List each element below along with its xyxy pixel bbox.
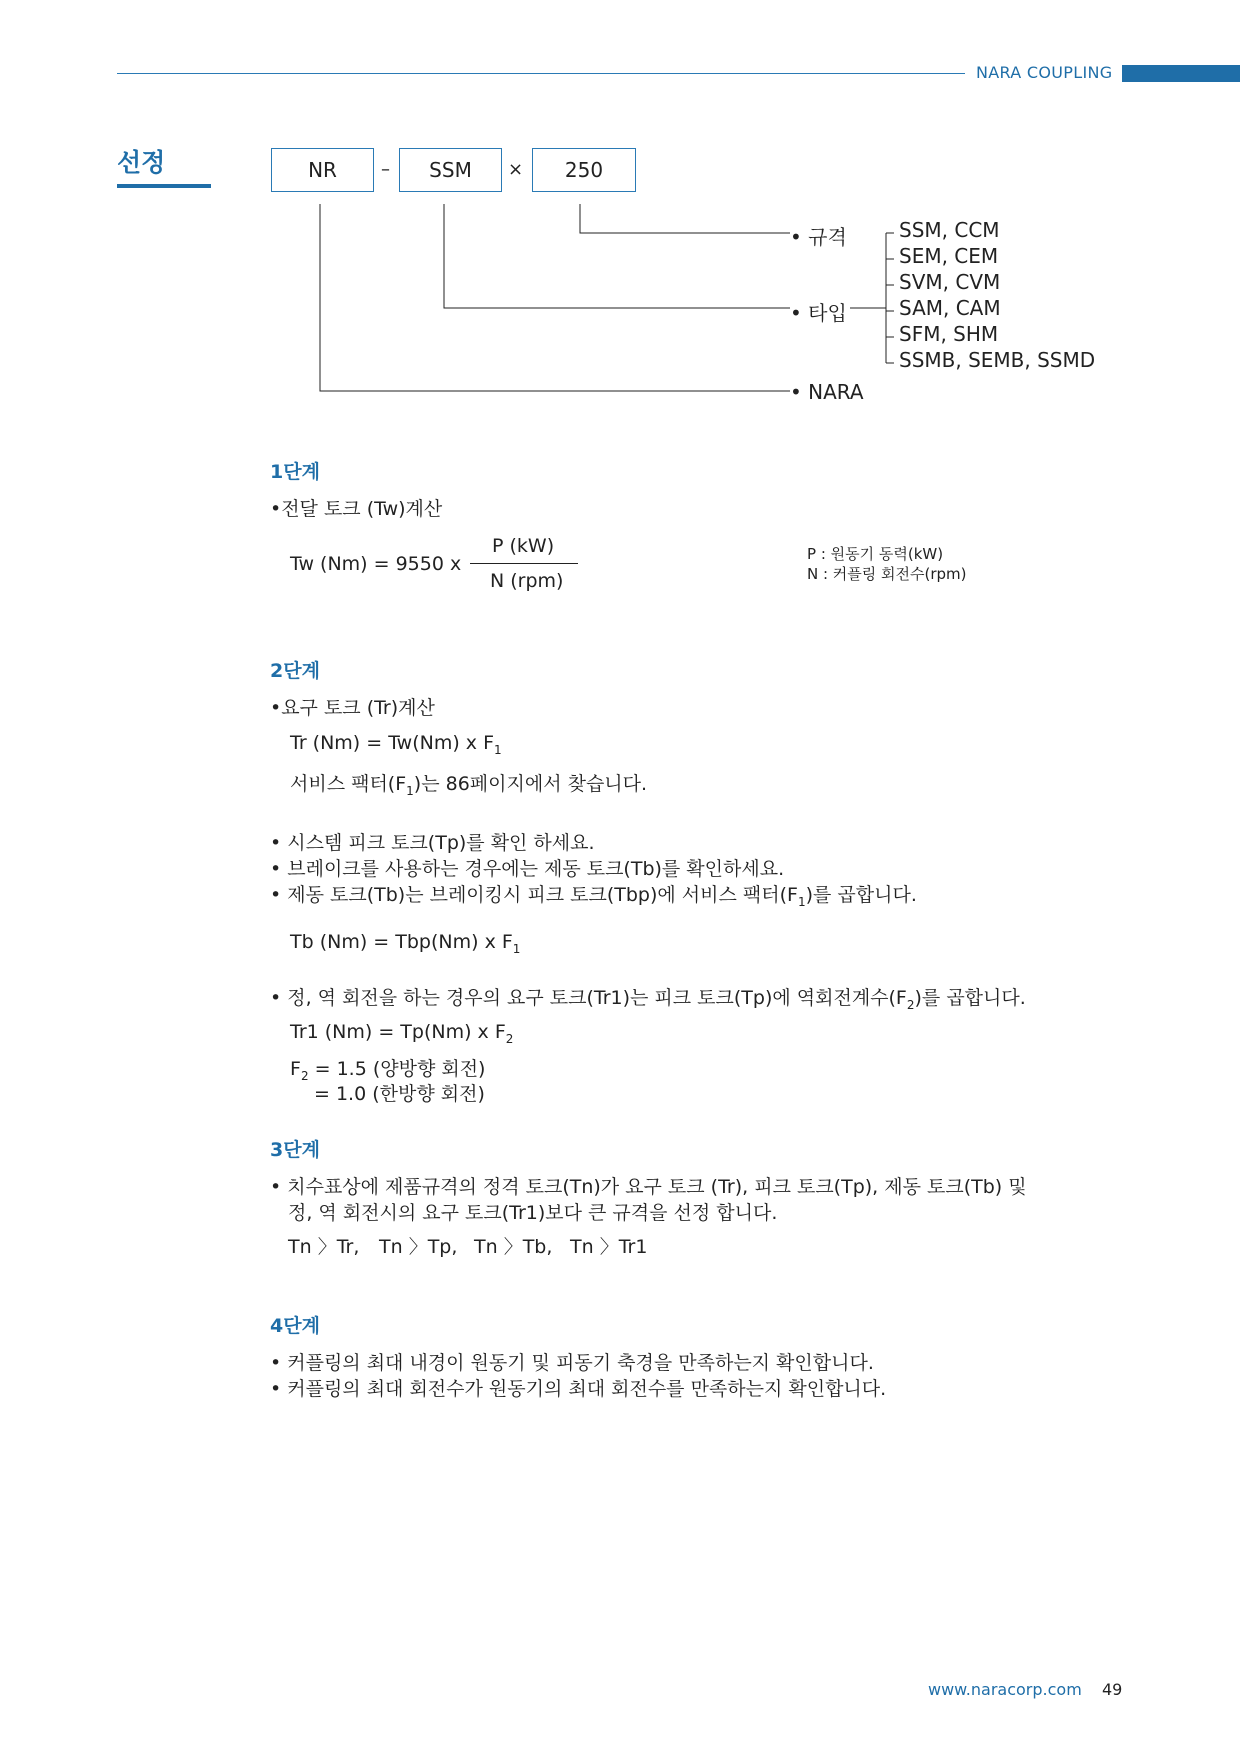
type-item: SEM, CEM (899, 244, 999, 268)
code-part-size: 250 (564, 158, 604, 182)
step1-denominator: N (rpm) (490, 570, 564, 592)
diagram-label-spec: • 규격 (790, 225, 847, 249)
tr1-formula (290, 1021, 513, 1046)
code-part-nr: NR (308, 158, 337, 182)
f2-sub: 2 (300, 1068, 309, 1083)
tb-formula (290, 931, 520, 956)
fraction-bar (470, 563, 578, 564)
bullet-b-post: )를 곱합니다. (805, 884, 917, 906)
tr-formula-main: Tr (Nm) = Tw(Nm) x F (290, 732, 495, 754)
service-factor-text (290, 769, 647, 798)
step3-title: 3단계 (270, 1139, 320, 1161)
tb-formula-main: Tb (Nm) = Tbp(Nm) x F (290, 931, 513, 953)
service-sub: 1 (406, 783, 414, 798)
note-n: N : 커플링 회전수(rpm) (807, 565, 967, 583)
bullet-c-post: )를 곱합니다. (914, 987, 1026, 1009)
note-p: P : 원동기 동력(kW) (807, 545, 944, 563)
type-item: SVM, CVM (899, 270, 1001, 294)
diagram-label-nara: • NARA (790, 380, 864, 404)
step3-bullet-line2: 정, 역 회전시의 요구 토크(Tr1)보다 큰 규격을 선정 합니다. (288, 1202, 778, 1224)
step2-title: 2단계 (270, 660, 320, 682)
tr1-formula-sub: 2 (505, 1031, 514, 1046)
section-title: 선정 (117, 148, 166, 177)
bullet-c-pre: • 정, 역 회전을 하는 경우의 요구 토크(Tr1)는 피크 토크(Tp)에 역회전계수(F (270, 987, 907, 1009)
bullet-c-sub: 2 (906, 997, 915, 1012)
tr-formula-sub: 1 (494, 742, 502, 757)
bullet-item: • 브레이크를 사용하는 경우에는 제동 토크(Tb)를 확인하세요. (270, 858, 785, 880)
f2-line2: = 1.0 (한방향 회전) (314, 1083, 485, 1105)
f2-pre: F (290, 1058, 301, 1080)
type-item: SSMB, SEMB, SSMD (899, 348, 1096, 372)
condition: Tn 〉Tp, (379, 1236, 458, 1258)
bullet-b-pre: • 제동 토크(Tb)는 브레이킹시 피크 토크(Tbp)에 서비스 팩터(F (270, 884, 798, 906)
header-brand: NARA COUPLING (976, 63, 1113, 82)
footer-url[interactable]: www.naracorp.com (928, 1680, 1082, 1699)
type-item: SFM, SHM (899, 322, 999, 346)
step1-numerator: P (kW) (492, 535, 555, 557)
bullet-item: • 시스템 피크 토크(Tp)를 확인 하세요. (270, 832, 595, 854)
step2-heading: •요구 토크 (Tr)계산 (270, 697, 435, 719)
tb-formula-sub: 1 (512, 941, 521, 956)
step4-title: 4단계 (270, 1315, 320, 1337)
tr1-formula-main: Tr1 (Nm) = Tp(Nm) x F (290, 1021, 506, 1043)
service-post: )는 86페이지에서 찾습니다. (413, 773, 648, 795)
f2-post: = 1.5 (양방향 회전) (308, 1058, 486, 1080)
bullet-item: • 커플링의 최대 내경이 원동기 및 피동기 축경을 만족하는지 확인합니다. (270, 1352, 874, 1374)
type-item: SAM, CAM (899, 296, 1001, 320)
tr-formula (290, 732, 502, 757)
bullet-b-sub: 1 (797, 894, 806, 909)
type-item: SSM, CCM (899, 218, 1000, 242)
service-pre: 서비스 팩터(F (290, 773, 407, 795)
step3-bullet-line1: • 치수표상에 제품규격의 정격 토크(Tn)가 요구 토크 (Tr), 피크 토크(Tp), 제동 토크(Tb) 및 (270, 1176, 1027, 1198)
bullet-item: • 커플링의 최대 회전수가 원동기의 최대 회전수를 만족하는지 확인합니다. (270, 1378, 887, 1400)
page-number: 49 (1102, 1680, 1123, 1699)
bullet-item (270, 880, 917, 909)
condition: Tn 〉Tr, (288, 1236, 360, 1258)
code-dash: – (381, 159, 390, 180)
step1-title: 1단계 (270, 461, 320, 483)
bullet-item (270, 983, 1026, 1012)
step1-formula-left: Tw (Nm) = 9550 x (290, 553, 462, 575)
step1-heading: •전달 토크 (Tw)계산 (270, 498, 443, 520)
condition: Tn 〉Tr1 (570, 1236, 648, 1258)
code-times: × (508, 159, 524, 180)
condition: Tn 〉Tb, (474, 1236, 553, 1258)
code-part-type: SSM (429, 158, 472, 182)
diagram-label-type: • 타입 (790, 301, 847, 325)
